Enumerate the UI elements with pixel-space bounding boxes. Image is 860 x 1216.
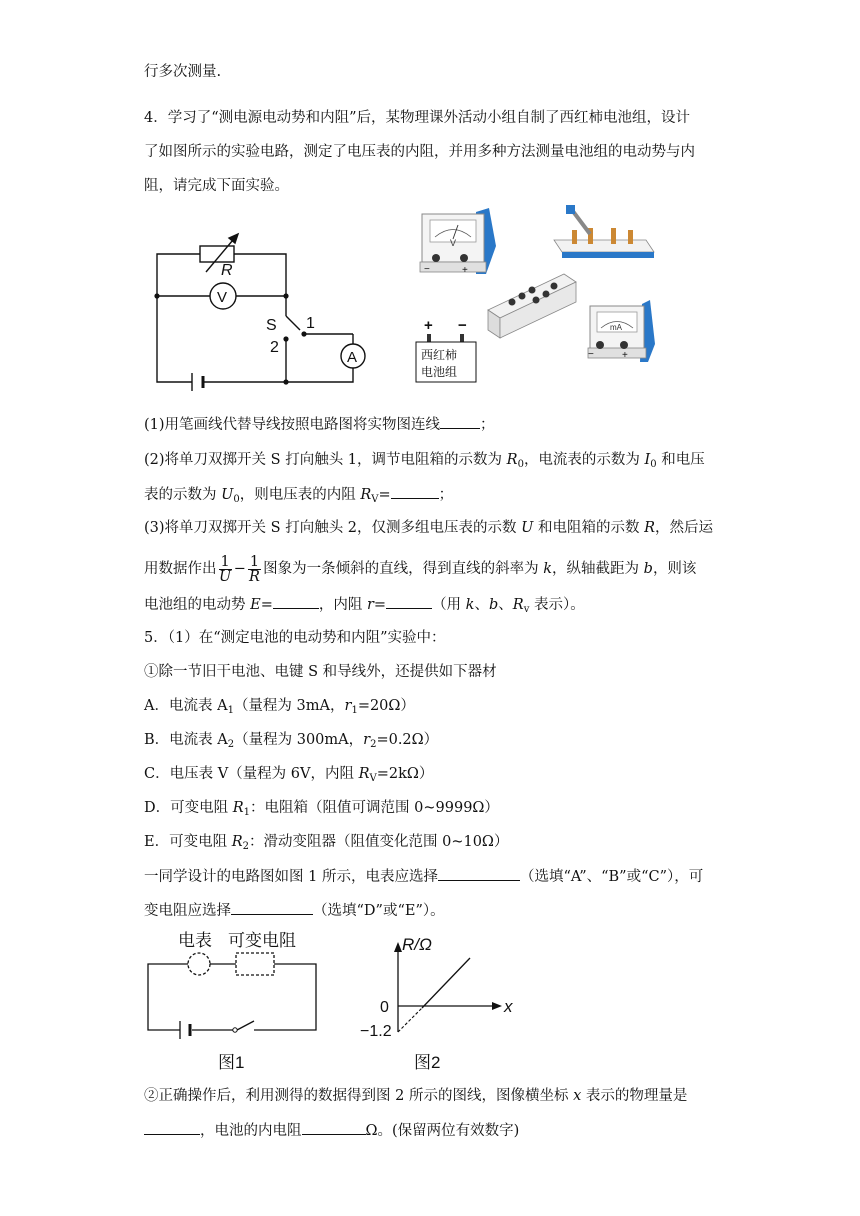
voltmeter-minus: − [424,264,430,275]
fig1-resistor-label: 可变电阻 [228,931,296,950]
milliammeter-minus: − [588,349,594,360]
fig2-caption: 图2 [414,1053,441,1072]
label-terminal-1: 1 [306,315,315,332]
tomato-battery-device [416,317,476,382]
figure-1-circuit [146,926,326,1076]
q4-sub3-line1: (3)将单刀双掷开关 S 打向触头 2，仅测多组电压表的示数 U 和电阻箱的示数 R，然后运 [144,520,714,536]
label-R: R [221,262,233,279]
milliammeter-face-label: mA [610,323,622,332]
battery-minus: − [458,317,467,334]
voltmeter-face-label: V [450,238,457,248]
q5-option-A: A．电流表 $A_1$（量程为 3mA，$r_1=20\Omega$） [144,698,415,716]
voltmeter-device [420,208,496,276]
battery-label-1: 西红柿 [421,348,458,362]
battery-label-2: 电池组 [421,365,458,379]
intro-text: 行多次测量. [144,64,222,80]
answer-blank-rv[interactable] [391,484,439,499]
fig2-xlabel: x [504,997,513,1016]
fraction-1-over-R: $\frac{1}{R}$ [249,553,260,585]
battery-plus: + [424,317,433,334]
q4-sub3-line2: 用数据作出 $\frac{1}{U}$ − $\frac{1}{R}$ 图象为一条倾斜的直线，得到直线的斜率为 k，纵轴截距为 b，则该 [144,553,697,585]
label-A: A [347,349,358,366]
q5-option-B: B．电流表 $A_2$（量程为 300mA，$r_2=0.2\Omega$） [144,732,439,750]
figure-2-graph [352,928,532,1076]
answer-blank-x-quantity[interactable] [144,1120,200,1135]
q5-select-line-2: 变电阻应选择 （选填“D”或“E”）。 [144,900,445,921]
q5-option-C: C．电压表 V（量程为 6V，内阻 $R_V=2k\Omega$） [144,766,434,784]
fraction-1-over-U: $\frac{1}{U}$ [219,553,232,585]
fig1-caption: 图1 [218,1053,245,1072]
answer-blank-internal-resistance[interactable] [302,1120,366,1135]
fig1-meter-label: 电表 [178,931,212,950]
answer-blank-internal-r[interactable] [386,594,432,609]
q5-option-E: E．可变电阻 $R_2$：滑动变阻器（阻值变化范围 0~10Ω） [144,834,509,852]
label-V: V [217,289,228,306]
battery-box-device [488,274,576,338]
q4-line-1: 4．学习了“测电源电动势和内阻”后，某物理课外活动小组自制了西红柿电池组，设计 [144,110,691,126]
answer-blank-emf[interactable] [273,594,319,609]
label-S: S [266,317,277,334]
answer-blank-wiring[interactable] [440,414,480,429]
milliammeter-device [588,300,655,362]
fig2-ylabel: R/Ω [402,935,432,954]
q5-select-line-1: 一同学设计的电路图如图 1 所示，电表应选择 （选填“A”、“B”或“C”），可 [144,866,703,887]
knife-switch-device [554,205,654,258]
q5-intro: ①除一节旧干电池、电键 S 和导线外，还提供如下器材 [144,664,497,680]
q4-apparatus-illustration [414,202,659,390]
q5-part2-line-1: ②正确操作后，利用测得的数据得到图 2 所示的图线，图像横坐标 x 表示的物理量是 [144,1088,688,1104]
q4-circuit-diagram [148,208,378,393]
answer-blank-resistor[interactable] [231,900,313,915]
q4-line-2: 了如图所示的实验电路，测定了电压表的内阻，并用多种方法测量电池组的电动势与内 [144,144,695,160]
q4-sub3-line3: 电池组的电动势 E= ，内阻 r= （用 k、b、$R_v$ 表示）。 [144,594,585,615]
q5-part2-line-2: ，电池的内电阻 Ω。(保留两位有效数字) [144,1120,519,1141]
q4-sub1: (1)用笔画线代替导线按照电路图将实物图连线 ； [144,414,495,435]
fig2-intercept: −1.2 [360,1023,392,1040]
q5-title: 5．（1）在“测定电池的电动势和内阻”实验中： [144,630,446,646]
q4-sub2-line1: (2)将单刀双掷开关 S 打向触头 1，调节电阻箱的示数为 $R_0$，电流表的示数为 $I_0$ 和电压 [144,452,705,470]
q4-sub2-line2: 表的示数为 $U_0$，则电压表的内阻 $R_V=$ ； [144,484,453,505]
fig2-zero: 0 [380,999,389,1016]
q5-option-D: D．可变电阻 $R_1$：电阻箱（阻值可调范围 0~9999Ω） [144,800,499,818]
answer-blank-meter[interactable] [438,866,520,881]
milliammeter-plus: + [622,350,628,361]
label-terminal-2: 2 [270,339,279,356]
q4-line-3: 阻，请完成下面实验。 [144,178,289,194]
voltmeter-plus: + [462,265,468,276]
